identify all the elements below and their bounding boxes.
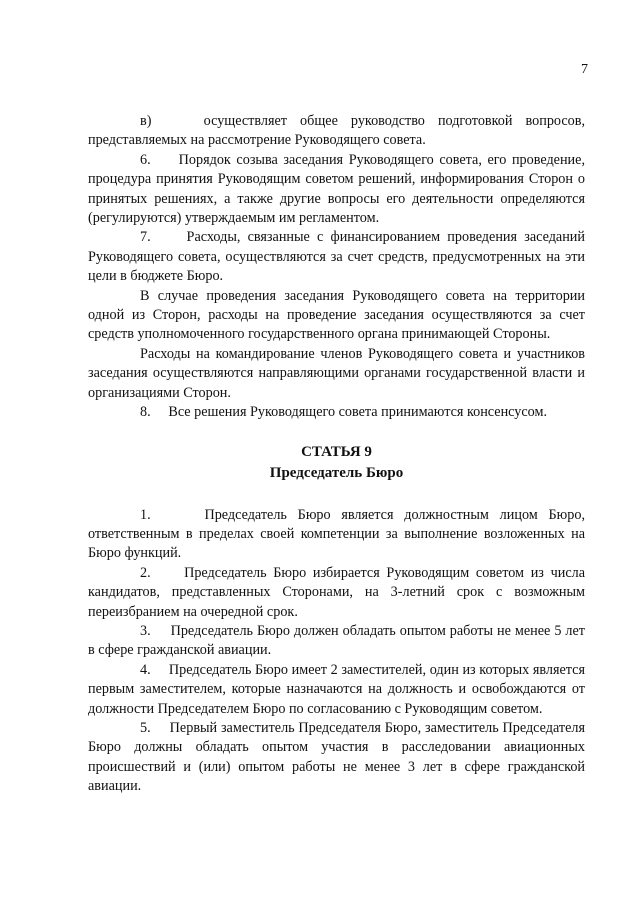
paragraph-article9-item-5: 5. Первый заместитель Председателя Бюро, заместитель Председателя Бюро должны обладать опытом участия в расследовании авиационных происшествий и (или) опытом работы не менее 3 лет в сфере гражданской авиации. bbox=[88, 719, 585, 795]
paragraph-item-6: 6. Порядок созыва заседания Руководящего совета, его проведение, процедура принятия Руководящим советом решений, информирования Сторон о принятых решениях, а также другие вопросы его деятельности определяются (регулируются) утверждаемым им регламентом. bbox=[88, 151, 585, 227]
document-body bbox=[88, 112, 585, 797]
paragraph-item-8: 8. Все решения Руководящего совета принимаются консенсусом. bbox=[140, 404, 548, 421]
paragraph-article9-item-1: 1. Председатель Бюро является должностным лицом Бюро, ответственным в пределах своей компетенции за выполнение возложенных на Бюро функций. bbox=[88, 506, 585, 562]
paragraph-article9-item-4: 4. Председатель Бюро имеет 2 заместителей, один из которых является первым заместителем, которые назначаются на должность и освобождаются от должности Председателем Бюро по согласованию с Руководящим советом. bbox=[88, 661, 585, 717]
paragraph-article9-item-3: 3. Председатель Бюро должен обладать опытом работы не менее 5 лет в сфере гражданской авиации. bbox=[88, 622, 585, 659]
paragraph-item-v: в) осуществляет общее руководство подготовкой вопросов, представляемых на рассмотрение Руководящего совета. bbox=[88, 113, 585, 149]
paragraph-article9-item-2: 2. Председатель Бюро избирается Руководящим советом из числа кандидатов, представленных Сторонами, на 3-летний срок с возможным переизбранием на очередной срок. bbox=[88, 564, 585, 620]
paragraph-host-expenses: В случае проведения заседания Руководящего совета на территории одной из Сторон, расходы на проведение заседания осуществляются за счет средств уполномоченного государственного органа принимающей Стороны. bbox=[88, 287, 585, 343]
article-subheading: Председатель Бюро bbox=[269, 464, 404, 481]
paragraph-item-7: 7. Расходы, связанные с финансированием проведения заседаний Руководящего совета, осуществляются за счет средств, предусмотренных на эти цели в бюджете Бюро. bbox=[88, 229, 585, 285]
paragraph-travel-expenses: Расходы на командирование членов Руководящего совета и участников заседания осуществляются направляющими органами государственной власти и организациями Сторон. bbox=[88, 345, 585, 401]
article-heading: СТАТЬЯ 9 bbox=[301, 443, 372, 460]
page-number: 7 bbox=[581, 62, 588, 77]
